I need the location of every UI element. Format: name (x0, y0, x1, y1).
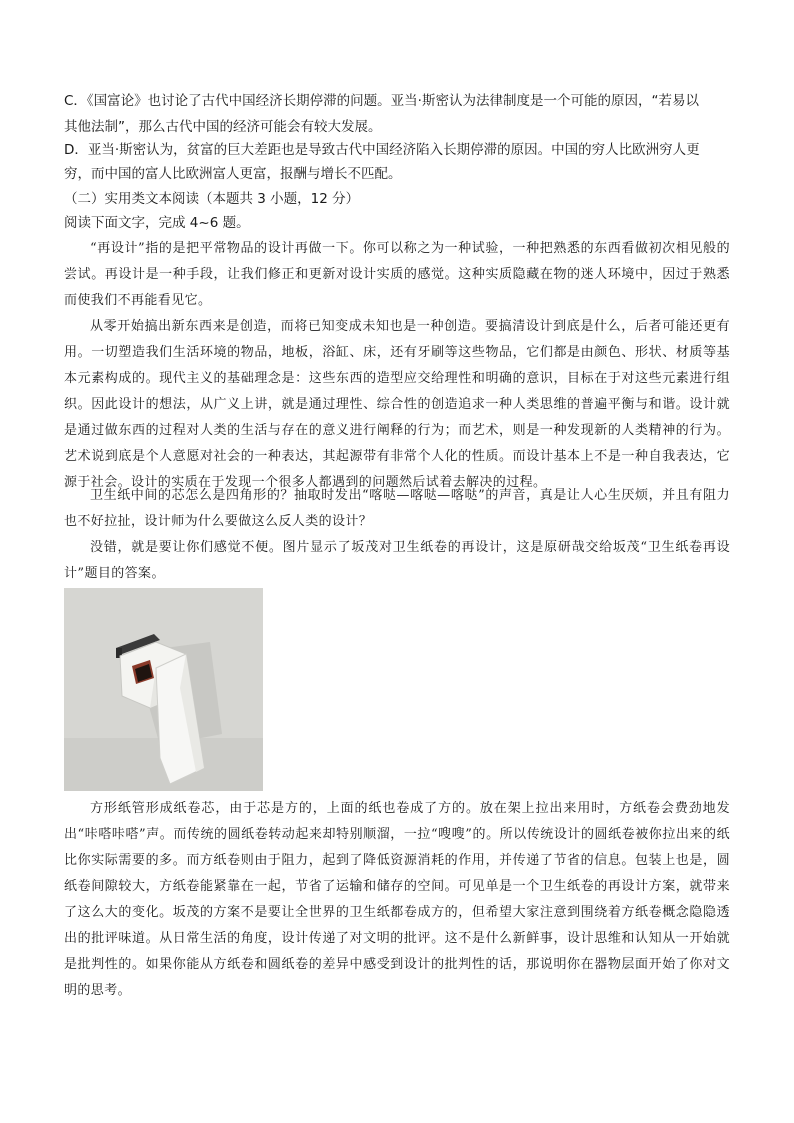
option-d-line-2: 穷，而中国的富人比欧洲富人更富，报酬与增长不匹配。 (64, 166, 402, 182)
option-c-line-2: 其他法制”，那么古代中国的经济可能会有较大发展。 (64, 119, 382, 135)
section-heading: （二）实用类文本阅读（本题共 3 小题，12 分） (64, 191, 360, 207)
option-c-line-1: C．《国富论》也讨论了古代中国经济长期停滞的问题。亚当·斯密认为法律制度是一个可能的原因，“若易以 (64, 93, 699, 109)
section-instruction: 阅读下面文字，完成 4~6 题。 (64, 215, 250, 231)
passage-paragraph-1: “再设计”指的是把平常物品的设计再做一下。你可以称之为一种试验，一种把熟悉的东西看做初次相见般的尝试。再设计是一种手段，让我们修正和更新对设计实质的感觉。这种实质隐藏在物的迷人环境中，因过于熟悉而使我们不再能看见它。 (64, 241, 730, 308)
option-d-line-1: D．亚当·斯密认为，贫富的巨大差距也是导致古代中国经济陷入长期停滞的原因。中国的穷人比欧洲穷人更 (64, 142, 700, 158)
passage-paragraph-5: 方形纸管形成纸卷芯，由于芯是方的，上面的纸也卷成了方的。放在架上拉出来用时，方纸卷会费劲地发出“咔嗒咔嗒”声。而传统的圆纸卷转动起来却特别顺溜，一拉“嗖嗖”的。所以传统设计的圆纸卷被你拉出来的纸比你实际需要的多。而方纸卷则由于阻力，起到了降低资源消耗的作用，并传递了节省的信息。包装上也是，圆纸卷间隙较大，方纸卷能紧靠在一起，节省了运输和储存的空间。可见单是一个卫生纸卷的再设计方案，就带来了这么大的变化。坂茂的方案不是要让全世界的卫生纸都卷成方的，但希望大家注意到围绕着方纸卷概念隐隐透出的批评味道。从日常生活的角度，设计传递了对文明的批评。这不是什么新鲜事，设计思维和认知从一开始就是批判性的。如果你能从方纸卷和圆纸卷的差异中感受到设计的批判性的话，那说明你在器物层面开始了你对文明的思考。 (64, 801, 730, 998)
passage-paragraph-2: 从零开始搞出新东西来是创造，而将已知变成未知也是一种创造。要搞清设计到底是什么，后者可能还更有用。一切塑造我们生活环境的物品，地板，浴缸、床，还有牙刷等这些物品，它们都是由颜色、形状、材质等基本元素构成的。现代主义的基础理念是：这些东西的造型应交给理性和明确的意识，目标在于对这些元素进行组织。因此设计的想法，从广义上讲，就是通过理性、综合性的创造追求一种人类思维的普遍平衡与和谐。设计就是通过做东西的过程对人类的生活与存在的意义进行阐释的行为；而艺术，则是一种发现新的人类精神的行为。艺术说到底是个人意愿对社会的一种表达，其起源带有非常个人化的性质。而设计基本上不是一种自我表达，它源于社会。设计的实质在于发现一个很多人都遇到的问题然后试着去解决的过程。 (64, 319, 730, 490)
passage-paragraph-3: 卫生纸中间的芯怎么是四角形的？抽取时发出“喀哒—喀哒—喀哒”的声音，真是让人心生厌烦，并且有阻力也不好拉扯，设计师为什么要做这么反人类的设计？ (64, 488, 730, 529)
passage-paragraph-4: 没错，就是要让你们感觉不便。图片显示了坂茂对卫生纸卷的再设计，这是原研哉交给坂茂“卫生纸卷再设计”题目的答案。 (64, 540, 730, 581)
square-toilet-paper-roll-photo (64, 588, 263, 791)
square-toilet-paper-roll-illustration (64, 588, 263, 791)
